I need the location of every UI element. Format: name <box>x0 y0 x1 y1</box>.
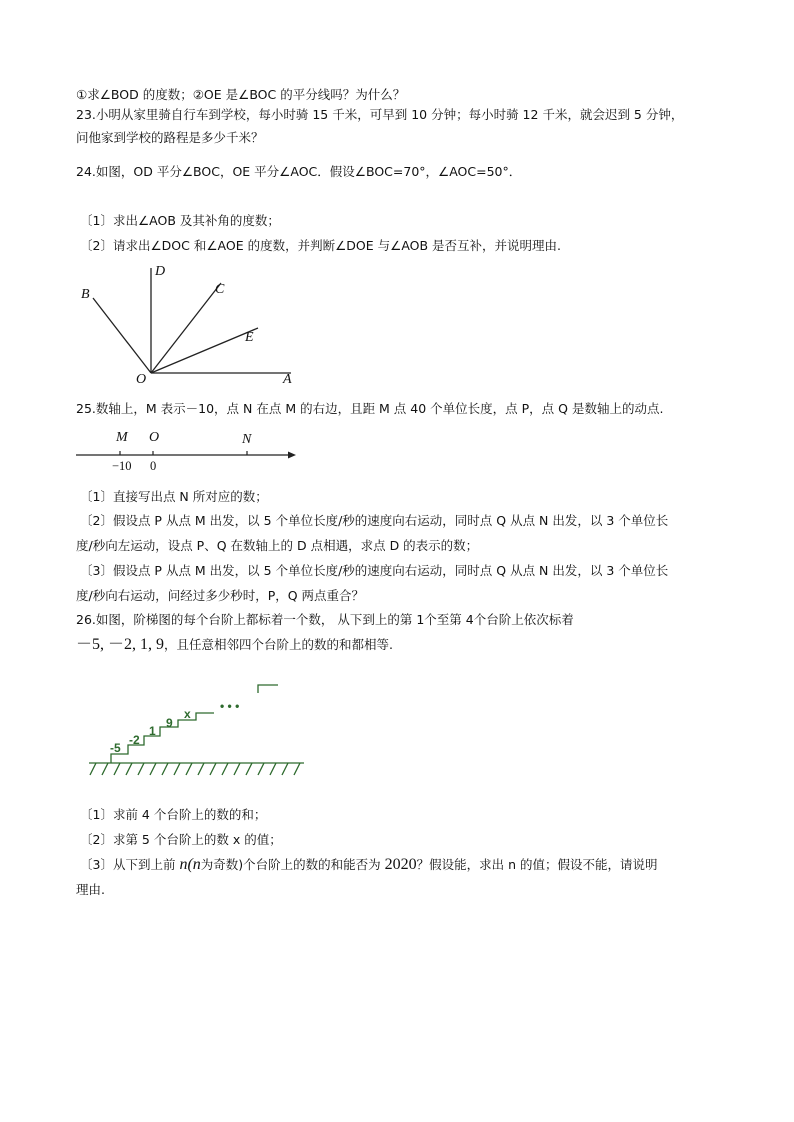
ray-oe <box>151 328 258 373</box>
q26-part-2: 〔2〕求第 5 个台阶上的数 x 的值； <box>80 832 282 847</box>
q26-part-3-mid: 为奇数)个台阶上的数的和能否为 <box>200 857 385 872</box>
label-d: D <box>155 264 166 279</box>
label-e: E <box>245 330 254 345</box>
q24-stem: 24.如图，OD 平分∠BOC，OE 平分∠AOC．假设∠BOC=70°，∠AOC=50°． <box>76 164 522 179</box>
point-o-label: O <box>149 430 160 445</box>
step-3-label: 1 <box>149 724 156 738</box>
q26-stem-tail: ，且任意相邻四个台阶上的数的和都相等. <box>164 637 393 652</box>
label-b: B <box>81 287 90 302</box>
continuation-dots: • • • <box>220 699 240 713</box>
ground-hatching <box>90 763 300 775</box>
step-4-label: 9 <box>166 716 173 730</box>
tick-label-o: 0 <box>150 459 157 473</box>
q25-part-2-line-2: 度/秒向左运动，设点 P、Q 在数轴上的 D 点相遇，求点 D 的表示的数； <box>76 538 479 553</box>
q26-stem-line-2 <box>76 636 393 654</box>
ray-oc <box>151 283 221 373</box>
step-5-label: x <box>184 707 191 721</box>
tick-label-m: −10 <box>112 459 132 473</box>
staircase-figure <box>86 680 311 780</box>
step-1-label: -5 <box>110 741 121 755</box>
ray-ob <box>93 298 151 373</box>
q23-line-1: 23.小明从家里骑自行车到学校，每小时骑 15 千米，可早到 10 分钟；每小时骑 12 千米，就会迟到 5 分钟， <box>76 107 684 122</box>
label-c: C <box>215 282 225 297</box>
q25-part-3-line-2: 度/秒向右运动，问经过多少秒时，P，Q 两点重合？ <box>76 588 365 603</box>
number-line-figure <box>76 428 306 478</box>
axis-arrow-icon <box>288 452 296 459</box>
q25-stem: 25.数轴上，M 表示－10，点 N 在点 M 的右边，且距 M 点 40 个单位长度，点 P，点 Q 是数轴上的动点. <box>76 401 664 416</box>
q26-stem: 26.如图，阶梯图的每个台阶上都标着一个数， 从下到上的第 1个至第 4个台阶上依次标着 <box>76 612 574 627</box>
q23-line-2: 问他家到学校的路程是多少千米？ <box>76 130 264 145</box>
stair-steps <box>111 713 214 763</box>
step-2-label: -2 <box>129 733 140 747</box>
point-n-label: N <box>242 432 252 447</box>
point-m-label: M <box>116 430 128 445</box>
q26-part-3-suffix: ？假设能，求出 n 的值；假设不能，请说明 <box>416 857 658 872</box>
q26-part-3-prefix: 〔3〕从下到上前 <box>80 857 180 872</box>
q24-part-2: 〔2〕请求出∠DOC 和∠AOE 的度数，并判断∠DOE 与∠AOB 是否互补，并说明理由. <box>80 238 562 253</box>
q26-part-3-n: n(n <box>179 856 201 873</box>
q22-tail: ①求∠BOD 的度数；②OE 是∠BOC 的平分线吗？为什么？ <box>76 87 406 102</box>
q26-values: －5, －2, 1, 9 <box>76 636 165 653</box>
top-step <box>258 685 278 693</box>
angle-figure <box>76 258 316 388</box>
q24-part-1: 〔1〕求出∠AOB 及其补角的度数； <box>80 213 280 228</box>
label-a: A <box>283 372 292 387</box>
q26-part-3-line-1 <box>80 856 658 874</box>
q26-part-3-number: 2020 <box>384 856 417 873</box>
q25-part-1: 〔1〕直接写出点 N 所对应的数； <box>80 489 268 504</box>
label-o: O <box>136 372 147 387</box>
q26-part-1: 〔1〕求前 4 个台阶上的数的和； <box>80 807 267 822</box>
q25-part-2-line-1: 〔2〕假设点 P 从点 M 出发，以 5 个单位长度/秒的速度向右运动，同时点 Q 从点 N 出发，以 3 个单位长 <box>80 513 669 528</box>
q25-part-3-line-1: 〔3〕假设点 P 从点 M 出发，以 5 个单位长度/秒的速度向右运动，同时点 Q 从点 N 出发，以 3 个单位长 <box>80 563 669 578</box>
q26-part-3-line-2: 理由. <box>76 882 105 897</box>
